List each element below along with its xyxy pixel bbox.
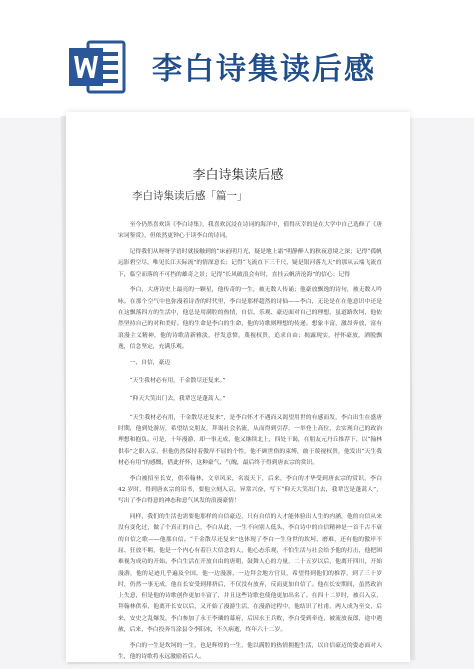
document-subtitle: 李白诗集读后感「篇一」	[132, 190, 248, 202]
banner-title: 李白诗集读后感	[152, 52, 376, 87]
body-paragraph: 李白，大唐诗史上最亮的一颗星，他传奇的一生，被无数人传诵；他豪放飘逸的诗句，被无数人吟咏。在那个空气中也弥漫着诗香的时代里，李白是那样超然的诗仙——李白，无论是在在他意识中还是在这飘落四方的生活中，他总是用满腔的热情，自信、乐观、豪迈面对自己的理想，虽道路坎坷，他依然坚持自己的对和美好。他的生命是李白的生命，他的诗歌则理想的传递。想象丰富，激昂奔放，富有浪漫主义精神，他的诗歌清新雅淡，抒发意愤，蔑视权贵，追求自由；揭露现实，抒怀豪放，洒脱飘逸，信念坚定，充满乐观。	[118, 287, 382, 350]
quote-paragraph: “仰天大笑出门去，我辈岂是蓬蒿人。”	[129, 396, 226, 403]
document-body	[118, 220, 382, 662]
document-page	[66, 112, 410, 662]
body-paragraph: 同样，我们的生活也需要他那样的自信豪迈，只有自信的人才能体验出人生的内涵，他的自信从来没有变化过，做了个真正的自己，李白从此，一生不向别人低头，李白诗中的自信精神是一首千古不衰的自信之歌——他那自信。“千金散尽还复来”也体现了李白一生身世的坎坷、磨难，还有他的傲岸不屈、狂放不羁，他是一个内心有着巨大信念的人，他心态乐观，不怕生活与社会给予他的打击，他把困难视为成功的开始。李白生活在开放自由的唐朝，鼓舞人心的力量，二十五岁以后，他离开四川，开始漫游，他的足迹几乎遍及全国，他一边漫游，一边拜会地方官员，希望得到他们的推荐，到了三十岁时，仍然一事无成，他在长安受到排挤后，不仅没有放弃，反而更加自信了。他在长安期间，虽然政治上失意，但是他的诗歌创作更加丰富了，并且这些诗歌也使他更加出名了。在四十二岁时，被召入京，拜翰林供奉，他离开长安以后，又开始了漫游生活，在漫游过程中，他结识了杜甫，两人成为至交，后来，安史之乱爆发，李白参加了永王李璘的幕府，后因永王兵败，李白受到牵连，被流放夜郎，途中遇赦，后来，李白投奔当涂县令李阳冰，不久病逝，终年六十二岁。	[118, 514, 382, 633]
body-paragraph: “天生我材必有用，千金散尽还复来”，是李白怀才不遇而又渴望用世的有感而发，李白出生在盛唐时期，他到处游历，希望结交朋友，拜谒社会名流，从而得到引荐，一举登上高位，去实现自己的政治理想和抱负。可是，十年漫游，却一事无成，他又继续北上，四处干谒，在朋友元丹丘推荐下，以“翰林供奉”之职入京，但他仍然保持着傲岸不屈的个性，他不顾世俗的束缚，敢于蔑视权贵，他发出“天生我材必有用”的感慨，借此抒怀，这种豪气、气魄，最后终于得到唐玄宗的赏识。	[118, 414, 382, 466]
header-banner	[0, 0, 474, 118]
body-paragraph: 李白的一生是坎坷的一生，也是辉煌的一生，他以满腔的热情拥抱生活，以自信豪迈的姿态面对人生，他的诗歌将永远激励着后人。	[118, 642, 382, 661]
body-paragraph: 李白被招至长安，供奉翰林，文章风采，名震天下，后来，李白的才华受到唐玄宗的赏识，李白 42 岁时，得到唐玄宗的诏书，要他立刻入京，异常兴奋，写下“仰天大笑出门去，我辈岂是蓬蒿人”，写出了李白得意的神态和意气风发的浪漫豪情！	[118, 475, 382, 505]
body-paragraph: 记得我们从呀呀学语时就接触到的“床前明月光，疑是地上霜”明静醉人的秋夜意境之深；记得“孤帆远影碧空尽，唯见长江天际流”的情深意长；记得“飞流直下三千尺，疑是银河落九天”的那从云端飞流直下，临空而落的不可挡的雄奇之景；记得“长风破浪会有时，直挂云帆济沧海”的信心；记得	[118, 249, 382, 278]
quote-paragraph: “天生我材必有用，千金散尽还复来。”	[129, 378, 226, 385]
section-heading: 一、自信，豪迈	[129, 359, 171, 366]
document-title: 李白诗集读后感	[192, 168, 284, 183]
body-paragraph: 至今仍然喜欢读《李白诗集》，我喜欢沉浸在诗词的海洋中，值得庆幸的是在大学中自己选修了《唐宋词鉴赏》，但依然更钟心于读李白的诗词。	[118, 222, 382, 240]
word-icon	[66, 36, 128, 98]
